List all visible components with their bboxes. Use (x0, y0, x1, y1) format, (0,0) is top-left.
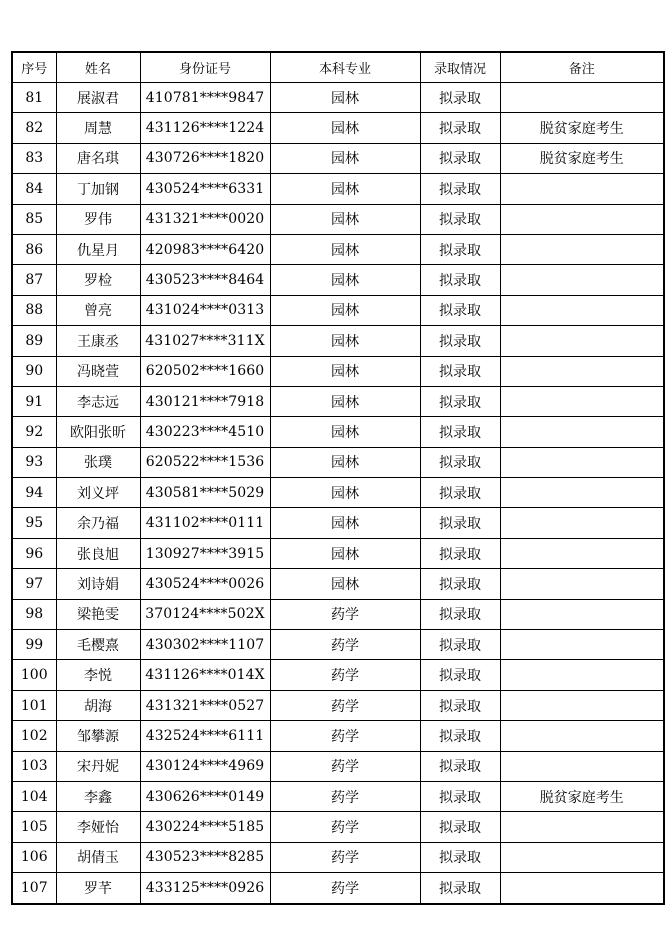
cell-major: 药学 (270, 660, 420, 690)
cell-major: 药学 (270, 781, 420, 811)
cell-seq: 89 (12, 326, 56, 356)
cell-name: 邹攀源 (56, 721, 140, 751)
cell-major: 药学 (270, 630, 420, 660)
cell-id: 620522****1536 (140, 447, 270, 477)
cell-status: 拟录取 (420, 204, 500, 234)
cell-note (500, 660, 664, 690)
cell-status: 拟录取 (420, 599, 500, 629)
cell-name: 刘诗娟 (56, 569, 140, 599)
cell-name: 罗芊 (56, 873, 140, 904)
table-row (12, 721, 664, 751)
cell-note: 脱贫家庭考生 (500, 143, 664, 173)
cell-note: 脱贫家庭考生 (500, 781, 664, 811)
table-row (12, 83, 664, 113)
cell-seq: 99 (12, 630, 56, 660)
table-row (12, 356, 664, 386)
cell-major: 药学 (270, 721, 420, 751)
cell-note (500, 295, 664, 325)
cell-note (500, 478, 664, 508)
table-row (12, 812, 664, 842)
cell-status: 拟录取 (420, 569, 500, 599)
cell-id: 130927****3915 (140, 538, 270, 568)
cell-major: 园林 (270, 295, 420, 325)
cell-status: 拟录取 (420, 538, 500, 568)
cell-note (500, 538, 664, 568)
cell-status: 拟录取 (420, 265, 500, 295)
cell-seq: 106 (12, 842, 56, 872)
cell-id: 431102****0111 (140, 508, 270, 538)
cell-name: 唐名琪 (56, 143, 140, 173)
cell-note (500, 630, 664, 660)
cell-note (500, 265, 664, 295)
cell-status: 拟录取 (420, 508, 500, 538)
header-status: 录取情况 (420, 52, 500, 83)
table-row (12, 478, 664, 508)
cell-name: 王康丞 (56, 326, 140, 356)
cell-status: 拟录取 (420, 234, 500, 264)
cell-status: 拟录取 (420, 630, 500, 660)
cell-id: 432524****6111 (140, 721, 270, 751)
cell-status: 拟录取 (420, 295, 500, 325)
cell-note (500, 234, 664, 264)
cell-id: 431126****1224 (140, 113, 270, 143)
cell-note (500, 356, 664, 386)
cell-name: 李志远 (56, 386, 140, 416)
cell-id: 430581****5029 (140, 478, 270, 508)
cell-seq: 91 (12, 386, 56, 416)
cell-seq: 97 (12, 569, 56, 599)
cell-status: 拟录取 (420, 751, 500, 781)
cell-name: 李娅怡 (56, 812, 140, 842)
cell-status: 拟录取 (420, 113, 500, 143)
cell-major: 园林 (270, 113, 420, 143)
cell-major: 园林 (270, 386, 420, 416)
table-row (12, 234, 664, 264)
cell-name: 展淑君 (56, 83, 140, 113)
cell-name: 余乃福 (56, 508, 140, 538)
cell-note (500, 812, 664, 842)
cell-note (500, 174, 664, 204)
cell-status: 拟录取 (420, 174, 500, 204)
cell-status: 拟录取 (420, 143, 500, 173)
cell-note (500, 690, 664, 720)
cell-name: 胡海 (56, 690, 140, 720)
cell-note (500, 204, 664, 234)
cell-name: 罗伟 (56, 204, 140, 234)
cell-seq: 93 (12, 447, 56, 477)
cell-id: 430121****7918 (140, 386, 270, 416)
table-row (12, 113, 664, 143)
cell-seq: 84 (12, 174, 56, 204)
table-row (12, 630, 664, 660)
cell-name: 李鑫 (56, 781, 140, 811)
table-row (12, 751, 664, 781)
cell-id: 433125****0926 (140, 873, 270, 904)
cell-major: 园林 (270, 204, 420, 234)
cell-seq: 85 (12, 204, 56, 234)
table-body (12, 83, 664, 904)
cell-id: 430626****0149 (140, 781, 270, 811)
cell-major: 园林 (270, 356, 420, 386)
cell-major: 园林 (270, 174, 420, 204)
cell-major: 药学 (270, 842, 420, 872)
cell-name: 梁艳雯 (56, 599, 140, 629)
cell-note (500, 721, 664, 751)
cell-id: 430726****1820 (140, 143, 270, 173)
cell-note: 脱贫家庭考生 (500, 113, 664, 143)
cell-seq: 81 (12, 83, 56, 113)
cell-name: 仇星月 (56, 234, 140, 264)
cell-id: 430302****1107 (140, 630, 270, 660)
table-row (12, 174, 664, 204)
header-seq: 序号 (12, 52, 56, 83)
cell-note (500, 751, 664, 781)
cell-seq: 103 (12, 751, 56, 781)
cell-seq: 101 (12, 690, 56, 720)
cell-name: 罗检 (56, 265, 140, 295)
cell-major: 园林 (270, 143, 420, 173)
cell-name: 李悦 (56, 660, 140, 690)
cell-seq: 95 (12, 508, 56, 538)
cell-id: 431321****0527 (140, 690, 270, 720)
table-row (12, 417, 664, 447)
cell-name: 刘义坪 (56, 478, 140, 508)
cell-id: 430523****8285 (140, 842, 270, 872)
cell-note (500, 508, 664, 538)
table-row (12, 690, 664, 720)
cell-status: 拟录取 (420, 781, 500, 811)
cell-id: 431024****0313 (140, 295, 270, 325)
cell-status: 拟录取 (420, 873, 500, 904)
table-row (12, 386, 664, 416)
table-row (12, 660, 664, 690)
cell-major: 园林 (270, 417, 420, 447)
header-row (12, 52, 664, 83)
cell-name: 张良旭 (56, 538, 140, 568)
cell-status: 拟录取 (420, 690, 500, 720)
cell-name: 毛樱熹 (56, 630, 140, 660)
cell-name: 丁加钢 (56, 174, 140, 204)
cell-status: 拟录取 (420, 842, 500, 872)
cell-id: 430223****4510 (140, 417, 270, 447)
cell-seq: 87 (12, 265, 56, 295)
cell-seq: 94 (12, 478, 56, 508)
cell-id: 430524****0026 (140, 569, 270, 599)
cell-name: 周慧 (56, 113, 140, 143)
header-id: 身份证号 (140, 52, 270, 83)
cell-note (500, 83, 664, 113)
cell-note (500, 417, 664, 447)
header-name: 姓名 (56, 52, 140, 83)
cell-major: 药学 (270, 599, 420, 629)
cell-name: 张璞 (56, 447, 140, 477)
header-major: 本科专业 (270, 52, 420, 83)
cell-status: 拟录取 (420, 326, 500, 356)
cell-seq: 107 (12, 873, 56, 904)
table-row (12, 265, 664, 295)
cell-major: 园林 (270, 508, 420, 538)
cell-id: 431321****0020 (140, 204, 270, 234)
table-row (12, 538, 664, 568)
cell-major: 药学 (270, 690, 420, 720)
cell-seq: 82 (12, 113, 56, 143)
cell-status: 拟录取 (420, 417, 500, 447)
cell-id: 431126****014X (140, 660, 270, 690)
cell-major: 园林 (270, 478, 420, 508)
cell-name: 曾亮 (56, 295, 140, 325)
cell-id: 430523****8464 (140, 265, 270, 295)
cell-seq: 83 (12, 143, 56, 173)
cell-id: 620502****1660 (140, 356, 270, 386)
cell-name: 宋丹妮 (56, 751, 140, 781)
cell-note (500, 569, 664, 599)
cell-status: 拟录取 (420, 83, 500, 113)
cell-id: 420983****6420 (140, 234, 270, 264)
table-row (12, 295, 664, 325)
table-row (12, 873, 664, 904)
cell-note (500, 842, 664, 872)
cell-status: 拟录取 (420, 386, 500, 416)
cell-name: 胡倩玉 (56, 842, 140, 872)
cell-seq: 105 (12, 812, 56, 842)
cell-note (500, 447, 664, 477)
cell-seq: 92 (12, 417, 56, 447)
cell-major: 药学 (270, 751, 420, 781)
table-row (12, 143, 664, 173)
cell-major: 药学 (270, 873, 420, 904)
cell-seq: 98 (12, 599, 56, 629)
cell-status: 拟录取 (420, 478, 500, 508)
cell-note (500, 386, 664, 416)
cell-seq: 96 (12, 538, 56, 568)
table-row (12, 569, 664, 599)
cell-id: 410781****9847 (140, 83, 270, 113)
cell-id: 431027****311X (140, 326, 270, 356)
cell-major: 园林 (270, 538, 420, 568)
cell-id: 430524****6331 (140, 174, 270, 204)
admission-table (11, 51, 665, 905)
table-row (12, 599, 664, 629)
cell-major: 药学 (270, 812, 420, 842)
table-row (12, 204, 664, 234)
cell-status: 拟录取 (420, 660, 500, 690)
cell-note (500, 599, 664, 629)
cell-seq: 102 (12, 721, 56, 751)
table-row (12, 447, 664, 477)
header-note: 备注 (500, 52, 664, 83)
cell-note (500, 873, 664, 904)
cell-major: 园林 (270, 234, 420, 264)
cell-id: 430124****4969 (140, 751, 270, 781)
cell-seq: 90 (12, 356, 56, 386)
cell-status: 拟录取 (420, 447, 500, 477)
cell-note (500, 326, 664, 356)
cell-major: 园林 (270, 447, 420, 477)
table-row (12, 326, 664, 356)
table-row (12, 508, 664, 538)
cell-name: 欧阳张昕 (56, 417, 140, 447)
cell-name: 冯晓萱 (56, 356, 140, 386)
cell-id: 370124****502X (140, 599, 270, 629)
cell-seq: 86 (12, 234, 56, 264)
cell-major: 园林 (270, 265, 420, 295)
cell-status: 拟录取 (420, 721, 500, 751)
cell-status: 拟录取 (420, 812, 500, 842)
cell-status: 拟录取 (420, 356, 500, 386)
cell-major: 园林 (270, 83, 420, 113)
table-row (12, 781, 664, 811)
cell-major: 园林 (270, 326, 420, 356)
cell-seq: 88 (12, 295, 56, 325)
table-row (12, 842, 664, 872)
cell-id: 430224****5185 (140, 812, 270, 842)
cell-major: 园林 (270, 569, 420, 599)
cell-seq: 104 (12, 781, 56, 811)
cell-seq: 100 (12, 660, 56, 690)
